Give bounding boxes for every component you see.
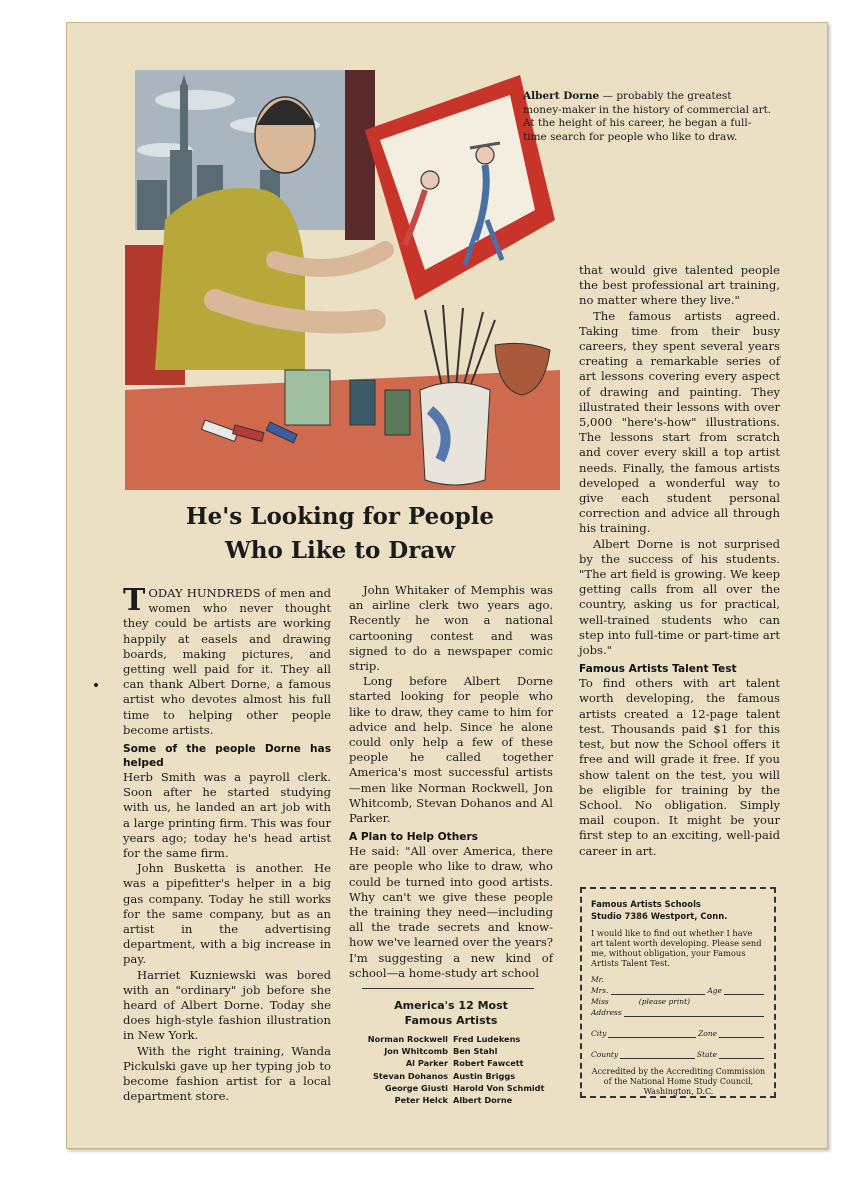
- coupon-county-row: [591, 1050, 766, 1059]
- headline-line-2: Who Like to Draw: [224, 537, 456, 564]
- headline: [120, 500, 560, 568]
- coupon-accreditation: Accredited by the Accrediting Commission of the National Home Study Council, Washington, D.C.: [591, 1067, 766, 1096]
- column-divider: [362, 988, 534, 989]
- artist-row: [345, 1033, 544, 1045]
- artist-row: [345, 1045, 544, 1057]
- article-column-2: [349, 583, 553, 981]
- coupon-county-label: County: [591, 1050, 619, 1059]
- coupon-miss-label: Miss: [591, 997, 609, 1006]
- intro-small-caps: ODAY HUNDREDS: [148, 586, 261, 600]
- coupon-name-field[interactable]: [611, 986, 706, 995]
- paragraph-talent-test: To find others with art talent worth developing, the famous artists created a 12-page talent test. Thousands paid $1 for this test, but now the School offers it free and will grade it free. If you show talent on the test, you will be eligible for training by the School. No obligation. Simply mail coupon. It might be your first step to an exciting, well-paid career in art.: [579, 676, 780, 858]
- drop-cap: T: [123, 583, 146, 618]
- intro-paragraph: [123, 583, 332, 738]
- artists-title-1: America's 12 Most: [394, 999, 508, 1012]
- coupon-instructions: I would like to find out whether I have art talent worth developing. Please send me, without obligation, your Famous Artists Talent Test.: [591, 928, 762, 968]
- coupon-mrs-label: Mrs.: [591, 986, 609, 995]
- artist-row: [345, 1094, 544, 1106]
- illustration-caption: [523, 90, 773, 144]
- artist-name: Norman Rockwell: [367, 1034, 448, 1044]
- coupon-address-row: [591, 1008, 766, 1017]
- coupon-city-label: City: [591, 1029, 607, 1038]
- paragraph-not-surprised: Albert Dorne is not surprised by the success of his students. "The art field is growing. We keep getting calls from all over the country, asking us for practical, well-trained students who can step into full-time or part-time art jobs.": [579, 536, 780, 658]
- paragraph-long-before: Long before Albert Dorne started looking for people who like to draw, they came to him for advice and help. Since he alone could only help a few of these people he called together America's most successful artists —men like Norman Rockwell, Jon Whitcomb, Stevan Dohanos and Al Parker.: [349, 674, 553, 826]
- artist-name: Al Parker: [405, 1058, 448, 1069]
- mail-coupon[interactable]: [580, 887, 776, 1098]
- headline-line-1: He's Looking for People: [185, 503, 495, 530]
- artist-name: Stevan Dohanos: [372, 1070, 448, 1081]
- coupon-address-field[interactable]: [624, 1008, 764, 1017]
- coupon-title-1: Famous Artists Schools: [591, 899, 701, 909]
- paragraph-herb-smith: Herb Smith was a payroll clerk. Soon after he started studying with us, he landed an art job with a large printing firm. This was four years ago; today he's head artist for the same firm.: [123, 770, 331, 861]
- paragraph-harriet-kuzniewski: Harriet Kuzniewski was bored with an "ordinary" job before she heard of Albert Dorne. Today she does high-style fashion illustration in New York.: [123, 967, 331, 1043]
- coupon-miss-row: [591, 997, 766, 1006]
- coupon-state-label: State: [696, 1050, 717, 1059]
- coupon-title-2: Studio 7386 Westport, Conn.: [591, 911, 728, 921]
- coupon-zone-field[interactable]: [719, 1029, 764, 1038]
- artist-name: Albert Dorne: [453, 1095, 513, 1106]
- coupon-mr-label: Mr.: [591, 975, 604, 984]
- coupon-state-field[interactable]: [719, 1050, 764, 1059]
- coupon-age-label: Age: [707, 986, 722, 995]
- section-heading-plan: A Plan to Help Others: [349, 831, 478, 844]
- paragraph-john-whitaker: John Whitaker of Memphis was an airline clerk two years ago. Recently he won a national cartooning contest and was signed to do a newspaper comic strip.: [349, 583, 553, 674]
- paragraph-artists-agreed: The famous artists agreed. Taking time from their busy careers, they spent several years creating a remarkable series of art lessons covering every aspect of drawing and painting. They illustrated their lessons with over 5,000 "here's-how" illustrations. The lessons start from scratch and cover every skill a top artist needs. Finally, the famous artists developed a wonderful way to give each student personal correction and advice all through his training.: [579, 308, 780, 536]
- section-heading-people-helped: Some of the people Dorne has helped: [123, 743, 331, 770]
- section-heading-talent-test: Famous Artists Talent Test: [579, 663, 737, 676]
- artist-name: Peter Helck: [394, 1095, 448, 1106]
- paragraph-he-said: He said: "All over America, there are people who like to draw, who could be turned into good artists. Why can't we give these people the training they need—including all the trade secrets and know-how we've learned over the years? I'm suggesting a new kind of school—a home-study art school: [349, 844, 553, 980]
- caption-name: Albert Dorne: [523, 90, 600, 102]
- caption-text: — probably the greatest money-maker in the history of commercial art. At the height of his career, he began a full-time search for people who like to draw.: [523, 90, 772, 143]
- albert-dorne-illustration: [125, 70, 560, 490]
- artist-name: Jon Whitcomb: [384, 1046, 448, 1057]
- coupon-city-field[interactable]: [608, 1029, 696, 1038]
- article-column-3: [579, 263, 780, 859]
- coupon-city-row: [591, 1029, 766, 1038]
- artists-title-2: Famous Artists: [404, 1014, 498, 1027]
- paragraph-would-give: that would give talented people the best professional art training, no matter where they live.": [579, 263, 780, 308]
- coupon-please-print: (please print): [638, 997, 691, 1006]
- coupon-zone-label: Zone: [698, 1029, 717, 1038]
- artist-name: Fred Ludekens: [453, 1034, 521, 1044]
- coupon-mr-row: [591, 975, 766, 984]
- artist-name: George Giusti: [384, 1082, 448, 1093]
- intro-text: of men and women who never thought they could be artists are working happily at easels and drawing boards, making pictures, and getting well paid for it. They all can thank Albert Dorne, a famous artist who devotes almost his full time to helping other people become artists.: [123, 586, 332, 737]
- artist-name: Ben Stahl: [453, 1046, 498, 1057]
- coupon-address-label: Address: [591, 1008, 622, 1017]
- artists-table: [345, 1033, 544, 1106]
- article-column-1: [123, 583, 332, 1105]
- coupon-name-row: [591, 986, 766, 995]
- artist-row: [345, 1082, 544, 1094]
- artist-name: Austin Briggs: [453, 1070, 516, 1081]
- famous-artists-list: [345, 998, 557, 1106]
- artist-name: Robert Fawcett: [453, 1058, 524, 1069]
- artist-row: [345, 1070, 544, 1082]
- artist-row: [345, 1057, 544, 1069]
- paragraph-john-busketta: John Busketta is another. He was a pipefitter's helper in a big gas company. Today he still works for the same company, but as an artist in the advertising department, with a big increase in pay.: [123, 861, 331, 967]
- paragraph-wanda-pickulski: With the right training, Wanda Pickulski gave up her typing job to become fashion artist for a local department store.: [123, 1043, 331, 1104]
- coupon-county-field[interactable]: [620, 1050, 695, 1059]
- ink-spot: [94, 683, 98, 687]
- artist-name: Harold Von Schmidt: [453, 1082, 545, 1093]
- coupon-age-field[interactable]: [724, 986, 764, 995]
